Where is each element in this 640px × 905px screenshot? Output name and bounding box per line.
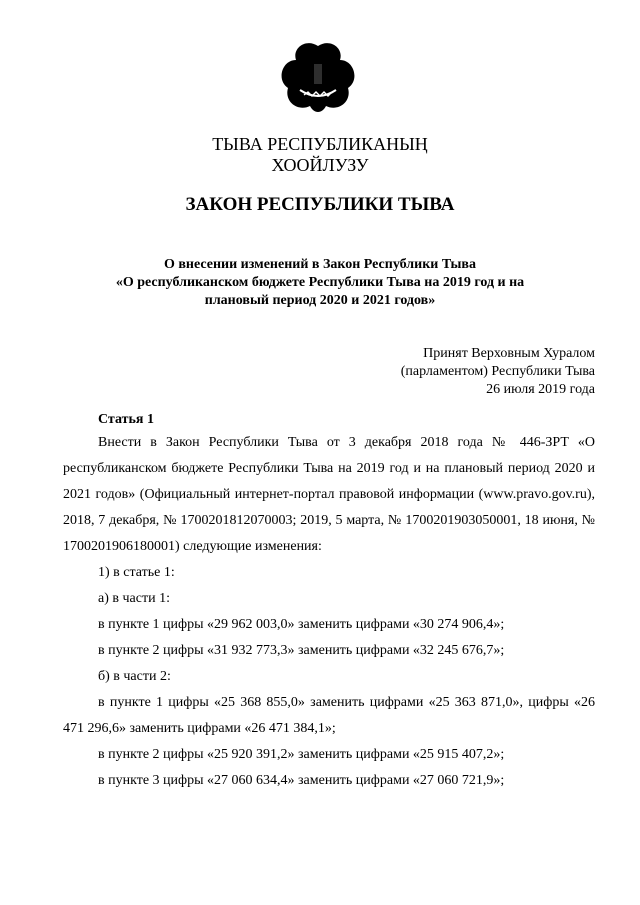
emblem-of-tuva-icon [278, 40, 358, 116]
document-title [0, 256, 640, 310]
item-b-point-1: в пункте 1 цифры «25 368 855,0» заменить цифрами «25 363 871,0», цифры «26 471 296,6» заменить цифрами «26 471 384,1»; [63, 695, 595, 736]
article-intro: Внести в Закон Республики Тыва от 3 декабря 2018 года № 446-ЗРТ «О республиканском бюджете Республики Тыва на 2019 год и на плановый период 2020 и 2021 годов» (Официальный интернет-портал правовой информации (www.pravo.gov.ru), 2018, 7 декабря, № 1700201812070003; 2019, 5 марта, № 1700201903050001, 18 июня, № 1700201906180001) следующие изменения: [63, 435, 595, 554]
title-line-3: плановый период 2020 и 2021 годов» [204, 293, 436, 308]
article-body [63, 430, 595, 794]
item-b-point-2: в пункте 2 цифры «25 920 391,2» заменить цифрами «25 915 407,2»; [98, 747, 505, 762]
item-a: а) в части 1: [98, 591, 170, 606]
article-heading: Статья 1 [98, 412, 154, 427]
item-a-point-1: в пункте 1 цифры «29 962 003,0» заменить цифрами «30 274 906,4»; [98, 617, 505, 632]
title-line-2: «О республиканском бюджете Республики Тыва на 2019 год и на [115, 275, 525, 290]
law-title: ЗАКОН РЕСПУБЛИКИ ТЫВА [185, 194, 455, 215]
item-a-point-2: в пункте 2 цифры «31 932 773,3» заменить цифрами «32 245 676,7»; [98, 643, 505, 658]
title-line-1: О внесении изменений в Закон Республики Тыва [163, 257, 476, 272]
header-line-2: ХООЙЛУЗУ [271, 155, 369, 175]
item-b-point-3: в пункте 3 цифры «27 060 634,4» заменить цифрами «27 060 721,9»; [98, 773, 505, 788]
item-1: 1) в статье 1: [98, 565, 175, 580]
item-b: б) в части 2: [98, 669, 171, 684]
header-line-1: ТЫВА РЕСПУБЛИКАНЫҢ [212, 134, 428, 154]
parliament-header [0, 134, 640, 176]
adopted-line-2: (парламентом) Республики Тыва [400, 364, 595, 379]
adopted-line-1: Принят Верховным Хуралом [423, 346, 595, 361]
adoption-date: 26 июля 2019 года [486, 382, 595, 397]
adoption-block [401, 345, 595, 399]
